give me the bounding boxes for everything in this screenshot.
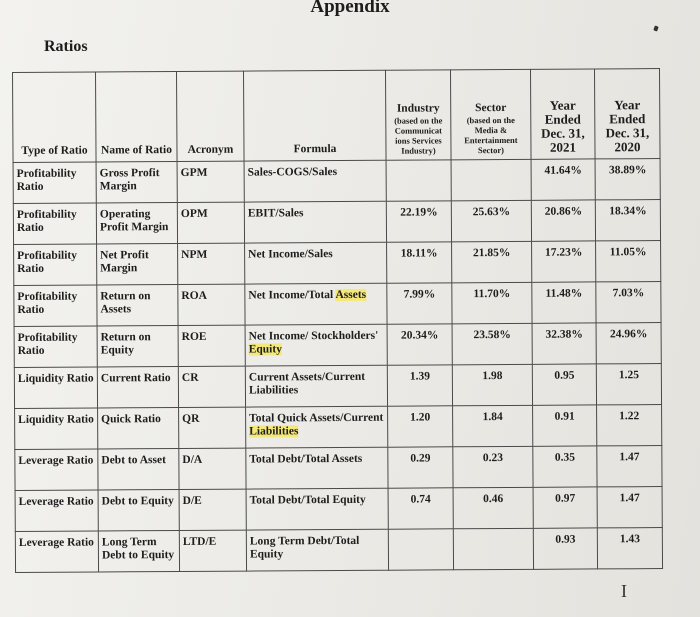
header-acronym: Acronym xyxy=(176,71,244,161)
cell-type: Profitability Ratio xyxy=(13,203,96,245)
ratios-heading: Ratios xyxy=(44,38,88,55)
cell-industry: 1.39 xyxy=(387,365,452,406)
cell-type: Leverage Ratio xyxy=(15,490,98,532)
formula-text: Current Assets/Current Liabilities xyxy=(248,370,366,397)
cell-industry: 22.19% xyxy=(386,201,451,242)
cell-sector: 1.84 xyxy=(453,405,533,446)
cell-sector: 0.23 xyxy=(453,446,533,487)
table-row xyxy=(14,241,661,286)
cell-acronym: LTD/E xyxy=(179,530,246,571)
header-year-2020: Year Ended Dec. 31, 2020 xyxy=(594,69,660,159)
cell-type: Leverage Ratio xyxy=(15,449,98,491)
cell-formula xyxy=(244,160,386,202)
cell-industry: 1.20 xyxy=(388,406,453,447)
cell-type: Liquidity Ratio xyxy=(15,408,98,450)
cell-type: Profitability Ratio xyxy=(14,285,97,327)
cell-acronym: QR xyxy=(179,407,246,448)
cell-acronym: ROE xyxy=(178,325,245,366)
cell-sector: 11.70% xyxy=(452,282,532,323)
table-row xyxy=(15,405,662,450)
header-type: Type of Ratio xyxy=(13,72,97,163)
cell-type: Leverage Ratio xyxy=(15,531,98,573)
formula-highlight: Equity xyxy=(248,343,282,356)
header-formula: Formula xyxy=(243,70,386,161)
cell-name: Debt to Asset xyxy=(98,448,179,489)
table-row xyxy=(14,282,661,327)
cell-industry: 0.74 xyxy=(388,488,453,529)
appendix-title: Appendix xyxy=(310,0,390,17)
cell-name: Current Ratio xyxy=(97,366,178,407)
cell-acronym: ROA xyxy=(178,284,245,325)
cell-year-2020: 18.34% xyxy=(595,200,660,241)
cell-sector: 25.63% xyxy=(451,200,531,241)
cell-acronym: NPM xyxy=(178,243,245,284)
cell-acronym: CR xyxy=(178,366,245,407)
cell-industry xyxy=(388,529,453,570)
cell-formula xyxy=(245,283,387,325)
cell-sector: 1.98 xyxy=(452,364,532,405)
cell-formula xyxy=(245,365,387,407)
cell-formula xyxy=(245,324,387,366)
cell-sector: 0.46 xyxy=(453,487,533,528)
formula-text: Total Debt/Total Equity xyxy=(249,493,366,507)
table-row xyxy=(15,446,662,491)
header-name: Name of Ratio xyxy=(96,71,178,161)
formula-text: EBIT/Sales xyxy=(247,207,304,220)
cell-year-2021: 17.23% xyxy=(532,241,596,282)
cell-year-2020: 1.22 xyxy=(597,405,662,446)
header-year-2021: Year Ended Dec. 31, 2021 xyxy=(530,69,595,159)
header-sector-sub: (based on the Media & Entertainment Sector) xyxy=(464,114,518,156)
cell-year-2021: 0.95 xyxy=(532,364,596,405)
formula-highlight: Assets xyxy=(335,288,367,302)
cell-industry: 20.34% xyxy=(387,324,452,365)
cell-industry: 18.11% xyxy=(387,242,452,283)
cell-type: Profitability Ratio xyxy=(13,162,96,204)
cell-name: Debt to Equity xyxy=(98,489,179,530)
formula-text: Net Income/Sales xyxy=(248,248,333,261)
cell-name: Net Profit Margin xyxy=(97,243,178,284)
cell-year-2020: 11.05% xyxy=(596,241,661,282)
cell-year-2020: 1.47 xyxy=(597,446,662,487)
header-industry-sub: (based on the Communicat ions Services Industry) xyxy=(394,115,443,156)
header-sector-main: Sector xyxy=(475,101,507,115)
table-row xyxy=(15,487,662,532)
cell-sector: 23.58% xyxy=(452,323,532,364)
cell-year-2020: 38.89% xyxy=(595,159,660,200)
ratios-table xyxy=(12,68,663,573)
cell-industry xyxy=(386,160,451,201)
cell-year-2020: 24.96% xyxy=(596,323,661,364)
formula-text: Total Debt/Total Assets xyxy=(249,452,363,466)
cell-year-2021: 0.91 xyxy=(533,405,597,446)
header-industry-main: Industry xyxy=(396,102,440,115)
cell-year-2021: 0.35 xyxy=(533,446,597,487)
table-row xyxy=(14,323,661,368)
cell-year-2020: 1.47 xyxy=(597,487,662,528)
formula-text: Sales-COGS/Sales xyxy=(247,166,338,179)
cell-name: Return on Equity xyxy=(97,325,178,366)
cell-year-2020: 1.43 xyxy=(597,528,662,569)
cell-industry: 7.99% xyxy=(387,283,452,324)
cell-type: Profitability Ratio xyxy=(14,244,97,286)
cell-year-2020: 7.03% xyxy=(596,282,661,323)
cell-acronym: GPM xyxy=(177,161,244,202)
cell-year-2020: 1.25 xyxy=(596,364,661,405)
cell-year-2021: 41.64% xyxy=(531,159,595,200)
header-sector xyxy=(450,69,531,159)
table-row xyxy=(15,528,662,573)
cell-formula xyxy=(246,406,388,448)
formula-highlight: Liabilities xyxy=(249,425,299,438)
formula-text: Net Income/Total xyxy=(248,289,336,302)
cell-year-2021: 20.86% xyxy=(531,200,595,241)
cell-acronym: OPM xyxy=(177,202,244,243)
cell-formula xyxy=(244,201,386,243)
table-row xyxy=(13,200,660,245)
cell-name: Operating Profit Margin xyxy=(96,202,177,243)
formula-text: Total Quick Assets/Current xyxy=(249,411,384,425)
cell-type: Liquidity Ratio xyxy=(14,367,97,409)
cell-year-2021: 32.38% xyxy=(532,323,596,364)
cell-acronym: D/E xyxy=(179,489,246,530)
cell-acronym: D/A xyxy=(179,448,246,489)
table-row xyxy=(14,364,661,409)
cell-industry: 0.29 xyxy=(388,447,453,488)
cell-name: Long Term Debt to Equity xyxy=(98,530,179,571)
cell-sector xyxy=(453,528,533,569)
cell-name: Return on Assets xyxy=(97,284,178,325)
cell-sector xyxy=(451,159,531,200)
ink-mark xyxy=(653,25,658,31)
cell-formula xyxy=(246,447,388,489)
cell-formula xyxy=(246,488,388,530)
cell-year-2021: 11.48% xyxy=(532,282,596,323)
cell-name: Quick Ratio xyxy=(98,407,179,448)
cell-name: Gross Profit Margin xyxy=(96,161,177,202)
table-row xyxy=(13,159,660,204)
cell-formula xyxy=(245,242,387,284)
formula-text: Net Income/ Stockholders' xyxy=(248,329,379,343)
cell-sector: 21.85% xyxy=(452,241,532,282)
cell-type: Profitability Ratio xyxy=(14,326,97,368)
cell-formula xyxy=(246,529,388,571)
cell-year-2021: 0.97 xyxy=(533,487,597,528)
cell-year-2021: 0.93 xyxy=(533,528,597,569)
table-header-row xyxy=(13,69,661,163)
header-industry xyxy=(385,70,451,160)
formula-text: Long Term Debt/Total Equity xyxy=(249,534,360,561)
text-cursor-icon: I xyxy=(621,581,627,601)
